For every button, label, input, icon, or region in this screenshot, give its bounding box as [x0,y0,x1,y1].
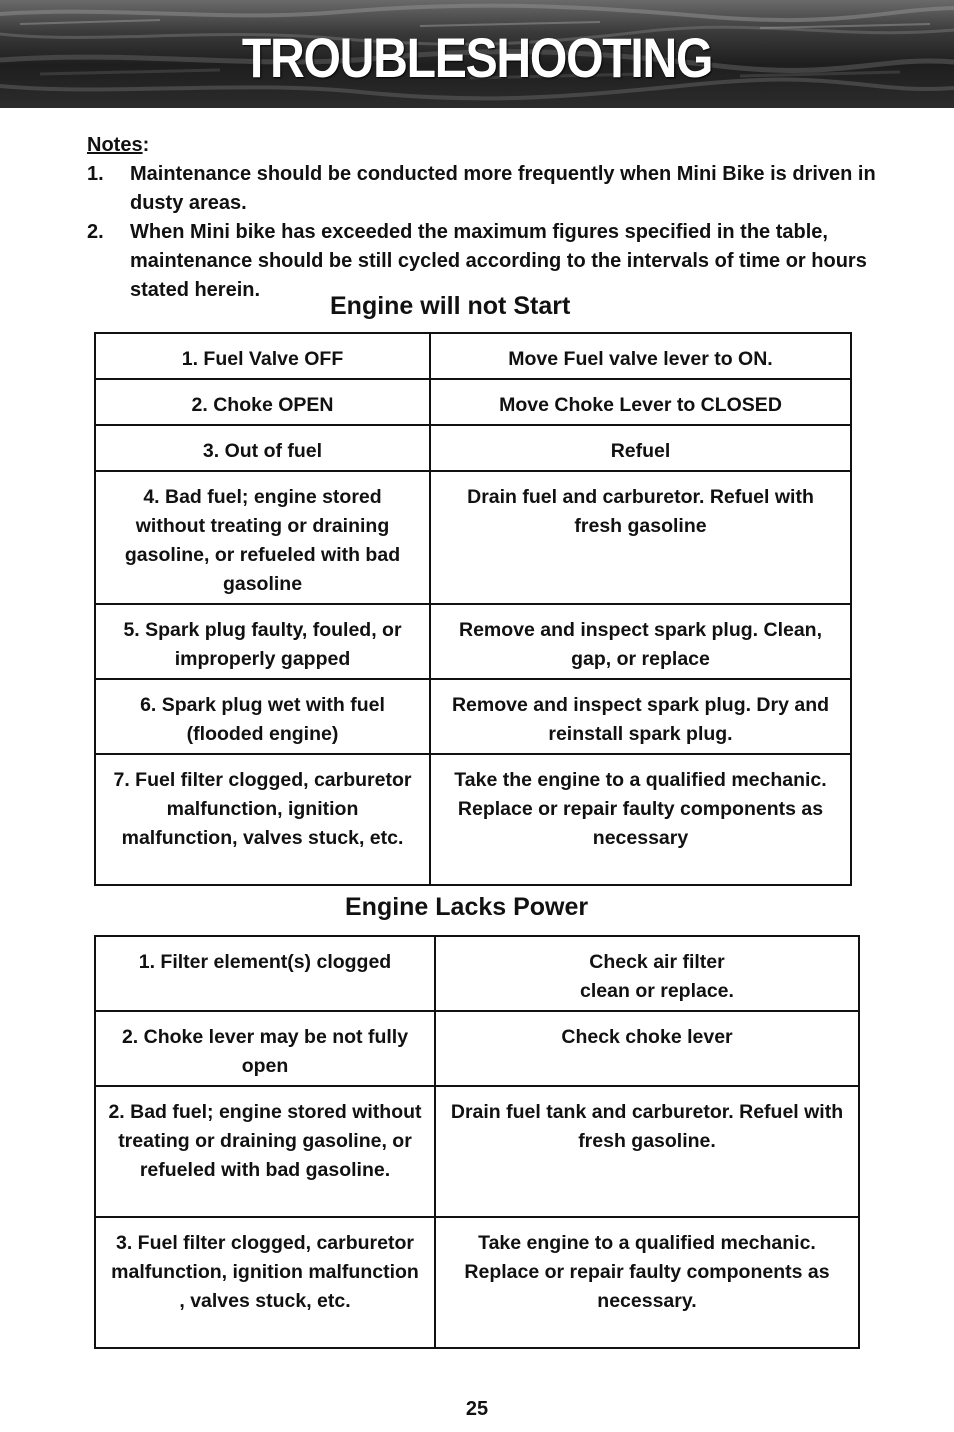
table-row [95,379,851,425]
table-row [95,604,851,679]
solution-cell: Drain fuel and carburetor. Refuel with fresh gasoline [430,471,851,604]
problem-cell: 2. Choke lever may be not fully open [95,1011,435,1086]
table-row [95,936,859,1011]
notes-heading: Notes: [87,134,150,156]
solution-cell: Take engine to a qualified mechanic. Replace or repair faulty components as necessary. [435,1217,859,1348]
table-row [95,1086,859,1217]
note-item: 1. Maintenance should be conducted more frequently when Mini Bike is driven in dusty areas. [87,163,876,214]
solution-cell: Drain fuel tank and carburetor. Refuel with fresh gasoline. [435,1086,859,1217]
problem-cell: 1. Filter element(s) clogged [95,936,435,1011]
table-row [95,679,851,754]
header-banner [0,0,954,108]
solution-cell: Take the engine to a qualified mechanic. Replace or repair faulty components as necessary [430,754,851,885]
table-row [95,333,851,379]
section-title-engine-lacks-power: Engine Lacks Power [345,893,589,921]
problem-cell: 1. Fuel Valve OFF [95,333,430,379]
table-row [95,471,851,604]
solution-cell: Refuel [430,425,851,471]
problem-cell: 4. Bad fuel; engine stored without treating or draining gasoline, or refueled with bad gasoline [95,471,430,604]
problem-cell: 5. Spark plug faulty, fouled, or improperly gapped [95,604,430,679]
solution-cell: Move Choke Lever to CLOSED [430,379,851,425]
problem-cell: 3. Fuel filter clogged, carburetor malfunction, ignition malfunction , valves stuck, etc. [95,1217,435,1348]
solution-cell: Remove and inspect spark plug. Clean, gap, or replace [430,604,851,679]
problem-cell: 6. Spark plug wet with fuel (flooded engine) [95,679,430,754]
page-title: TROUBLESHOOTING [241,26,713,89]
table-row [95,754,851,885]
table-row [95,1217,859,1348]
engine-lacks-power-table [94,935,860,1349]
notes-section [87,131,887,305]
problem-cell: 2. Choke OPEN [95,379,430,425]
problem-cell: 3. Out of fuel [95,425,430,471]
solution-cell: Check choke lever [435,1011,859,1086]
table-row [95,425,851,471]
solution-cell: Remove and inspect spark plug. Dry and reinstall spark plug. [430,679,851,754]
problem-cell: 2. Bad fuel; engine stored without treating or draining gasoline, or refueled with bad gasoline. [95,1086,435,1217]
table-row [95,1011,859,1086]
solution-cell: Move Fuel valve lever to ON. [430,333,851,379]
solution-cell: Check air filter clean or replace. [435,936,859,1011]
section-title-engine-not-start: Engine will not Start [330,292,571,320]
note-item: 2. When Mini bike has exceeded the maximum figures specified in the table, maintenance should be still cycled according to the intervals of time or hours stated herein. [87,221,867,301]
engine-not-start-table [94,332,852,886]
page-number: 25 [465,1398,489,1420]
problem-cell: 7. Fuel filter clogged, carburetor malfunction, ignition malfunction, valves stuck, etc. [95,754,430,885]
